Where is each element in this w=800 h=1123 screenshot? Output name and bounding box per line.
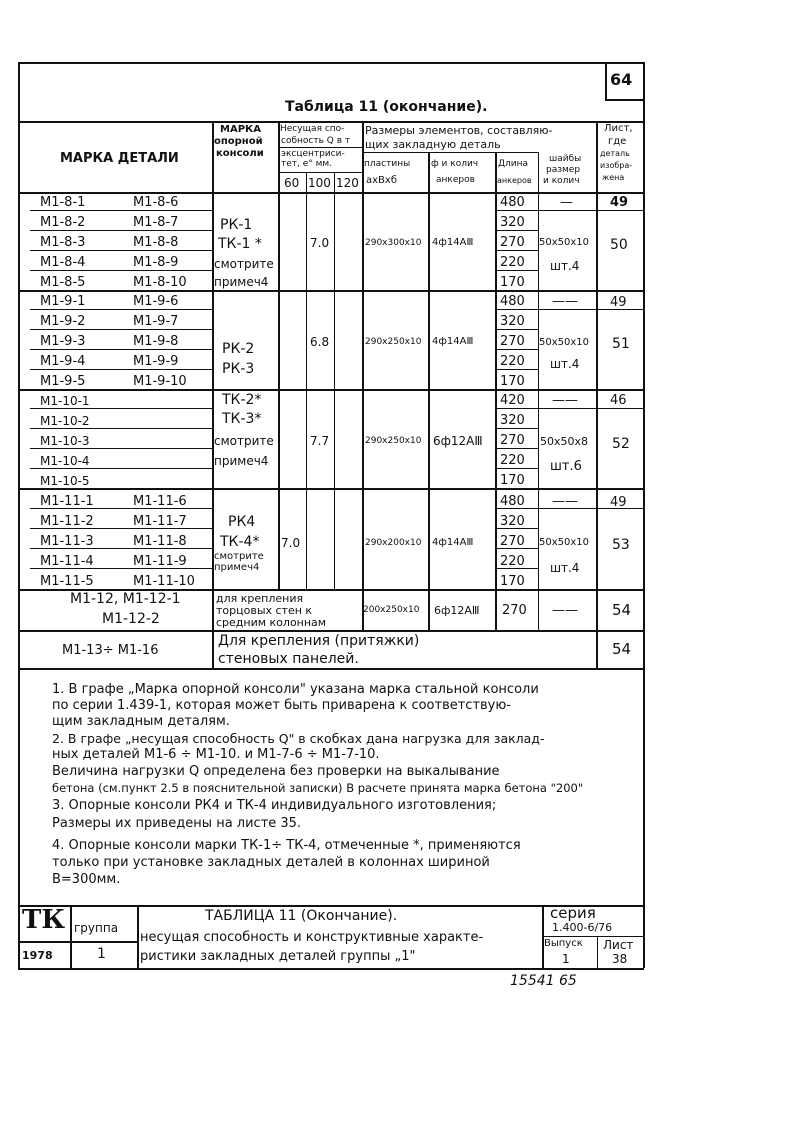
header-length-2: анкеров — [497, 176, 532, 185]
header-console-1: МАРКА — [220, 124, 261, 135]
washer-count: шт.4 — [550, 561, 580, 575]
anchor-length: 270 — [500, 534, 525, 549]
mark-right: М1-8-10 — [133, 275, 187, 290]
console: ТК-2* — [222, 392, 262, 408]
anchor-length: 220 — [500, 554, 525, 569]
note-3-line-2: Размеры их приведены на листе 35. — [52, 816, 302, 831]
plate-size: 290х250х10 — [365, 337, 422, 347]
plate-size: 200х250х10 — [363, 605, 420, 615]
anchor-length: 270 — [502, 603, 527, 618]
note-1-line-3: щим закладным деталям. — [52, 714, 230, 729]
sheet-ref: 50 — [610, 237, 628, 253]
washer-size: 50х50х10 — [539, 237, 590, 248]
note-2-line-3: Величина нагрузки Q определена без проверки на выкалывание — [52, 764, 500, 779]
header-sheet-4: изобра- — [600, 161, 633, 170]
mark: М1-12, М1-12-1 — [70, 591, 181, 607]
washer-size: 50х50х8 — [540, 435, 589, 448]
anchor-length: 170 — [500, 275, 525, 290]
console-note: смотрите — [214, 551, 264, 562]
console-note: смотрите — [214, 257, 274, 271]
header-plate-1: пластины — [364, 159, 411, 169]
console: РК-3 — [222, 361, 255, 377]
header-sizes-1: Размеры элементов, составляю- — [365, 124, 553, 137]
note-4-line-3: В=300мм. — [52, 872, 121, 887]
mark-left: М1-8-3 — [40, 235, 86, 250]
anchor-length: 170 — [500, 574, 525, 589]
anchor-length: 220 — [500, 354, 525, 369]
washer-dash: —— — [552, 393, 578, 408]
tk-mark: ТК — [22, 905, 65, 935]
console: РК-1 — [220, 217, 253, 233]
plate-size: 290х200х10 — [365, 538, 422, 548]
sheet-label: Лист — [603, 938, 634, 952]
series-label: серия — [550, 904, 596, 922]
anchors: 4ф14AⅢ — [432, 537, 474, 548]
anchor-length: 480 — [500, 494, 525, 509]
header-capacity-2: собность Q в т — [281, 136, 351, 146]
mark-left: М1-8-4 — [40, 255, 86, 270]
mark-right: М1-8-8 — [133, 235, 179, 250]
mark-left: М1-9-2 — [40, 314, 86, 329]
washer-dash: —— — [552, 603, 578, 618]
plate-size: 290х250х10 — [365, 436, 422, 446]
note-4-line-2: только при установке закладных деталей в колоннах шириной — [52, 855, 490, 870]
washer-count: шт.4 — [550, 357, 580, 371]
sheet-ref: 54 — [612, 601, 632, 619]
mark-right: М1-8-7 — [133, 215, 179, 230]
stamp-desc-2: ристики закладных деталей группы „1" — [140, 949, 416, 964]
header-washers-2: размер — [546, 165, 581, 175]
issue-value: 1 — [562, 952, 570, 966]
washer-count: шт.6 — [550, 459, 582, 474]
anchors: 4ф14AⅢ — [432, 237, 474, 248]
row-text: Для крепления (притяжки) — [218, 633, 420, 649]
mark-left: М1-8-5 — [40, 275, 86, 290]
anchor-length: 480 — [500, 294, 525, 309]
header-sheet-2: где — [608, 136, 627, 147]
anchor-length: 170 — [500, 473, 525, 488]
anchor-length: 270 — [500, 235, 525, 250]
console: РК4 — [228, 514, 256, 530]
mark-right: М1-11-10 — [133, 574, 195, 589]
note-3-line-1: 3. Опорные консоли РК4 и ТК-4 индивидуального изготовления; — [52, 798, 497, 813]
group-value: 1 — [97, 946, 106, 962]
mark-left: М1-11-3 — [40, 534, 94, 549]
note-1-line-2: по серии 1.439-1, которая может быть приварена к соответствую- — [52, 698, 512, 713]
anchor-length: 270 — [500, 433, 525, 448]
mark-right: М1-11-8 — [133, 534, 187, 549]
plate-size: 290х300х10 — [365, 238, 422, 248]
mark-right: М1-11-6 — [133, 494, 187, 509]
mark-left: М1-10-4 — [40, 454, 90, 468]
anchor-length: 320 — [500, 314, 525, 329]
mark: М1-13÷ М1-16 — [62, 643, 159, 658]
anchor-length: 320 — [500, 514, 525, 529]
console: ТК-3* — [222, 411, 262, 427]
console-note: смотрите — [214, 434, 274, 448]
sheet-ref: 52 — [612, 436, 630, 452]
console-text: для крепления — [216, 592, 304, 605]
ecc-120: 120 — [336, 176, 359, 190]
header-length-1: Длина — [498, 159, 529, 169]
header-console-2: опорной — [214, 136, 263, 147]
mark-left: М1-8-1 — [40, 195, 86, 210]
mark-left: М1-8-2 — [40, 215, 86, 230]
footer-numbers: 15541 65 — [510, 973, 577, 989]
header-capacity-1: Несущая спо- — [280, 124, 345, 134]
anchor-length: 420 — [500, 393, 525, 408]
mark-right: М1-9-10 — [133, 374, 187, 389]
mark-right: М1-8-9 — [133, 255, 179, 270]
sheet-ref: 51 — [612, 336, 630, 352]
capacity: 6.8 — [310, 335, 330, 349]
sheet-value: 38 — [612, 952, 628, 966]
row-text: стеновых панелей. — [218, 651, 359, 667]
anchors: 4ф14AⅢ — [432, 336, 474, 347]
group-label: группа — [74, 921, 119, 935]
header-capacity-3: эксцентриси- — [281, 149, 345, 159]
header-washers-1: шайбы — [549, 154, 582, 164]
ecc-100: 100 — [308, 176, 331, 190]
mark-left: М1-10-1 — [40, 394, 90, 408]
page-number: 64 — [610, 70, 633, 89]
note-2-line-2: ных деталей М1-6 ÷ М1-10. и М1-7-6 ÷ М1-7-10. — [52, 747, 380, 762]
capacity: 7.7 — [310, 434, 330, 448]
stamp-title: ТАБЛИЦА 11 (Окончание). — [205, 908, 398, 924]
console: РК-2 — [222, 341, 255, 357]
anchor-length: 220 — [500, 255, 525, 270]
mark-left: М1-11-4 — [40, 554, 94, 569]
header-anchors-1: ф и колич — [431, 159, 479, 169]
mark-left: М1-9-3 — [40, 334, 86, 349]
sheet-ref: 54 — [612, 640, 632, 658]
anchor-length: 170 — [500, 374, 525, 389]
header-sheet-5: жена — [602, 173, 625, 182]
table-title: Таблица 11 (окончание). — [285, 99, 488, 115]
sheet-ref: 49 — [610, 195, 629, 210]
header-sheet-3: деталь — [600, 149, 630, 158]
anchor-length: 480 — [500, 195, 525, 210]
console-note: примеч4 — [214, 562, 260, 573]
mark-left: М1-11-5 — [40, 574, 94, 589]
washer-dash: —— — [552, 294, 578, 309]
header-sheet-1: Лист, — [604, 123, 633, 134]
mark-right: М1-11-7 — [133, 514, 187, 529]
header-anchors-2: анкеров — [436, 175, 475, 185]
header-console-3: консоли — [216, 148, 264, 159]
stamp-desc-1: несущая способность и конструктивные характе- — [140, 930, 484, 945]
header-plate-2: ахВхб — [366, 175, 397, 186]
header-mark: МАРКА ДЕТАЛИ — [60, 151, 179, 166]
mark-left: М1-10-2 — [40, 414, 90, 428]
anchor-length: 320 — [500, 413, 525, 428]
header-washers-3: и колич — [543, 176, 580, 186]
mark-right: М1-9-7 — [133, 314, 179, 329]
console: ТК-4* — [220, 534, 260, 550]
washer-count: шт.4 — [550, 259, 580, 273]
note-1-line-1: 1. В графе „Марка опорной консоли" указана марка стальной консоли — [52, 682, 539, 697]
anchor-length: 220 — [500, 453, 525, 468]
console: ТК-1 * — [218, 236, 262, 252]
mark-right: М1-11-9 — [133, 554, 187, 569]
mark-left: М1-11-2 — [40, 514, 94, 529]
issue-label: Выпуск — [544, 938, 583, 949]
mark-left: М1-11-1 — [40, 494, 94, 509]
mark-right: М1-9-9 — [133, 354, 179, 369]
anchor-length: 320 — [500, 215, 525, 230]
sheet-ref: 49 — [610, 495, 627, 510]
anchors: 6ф12AⅢ — [433, 434, 483, 448]
washer-size: 50х50х10 — [539, 537, 590, 548]
washer-size: 50х50х10 — [539, 337, 590, 348]
mark-right: М1-9-8 — [133, 334, 179, 349]
capacity: 7.0 — [281, 536, 301, 550]
mark-right: М1-8-6 — [133, 195, 179, 210]
console-text: торцовых стен к — [216, 604, 313, 617]
note-4-line-1: 4. Опорные консоли марки ТК-1÷ ТК-4, отмеченные *, применяются — [52, 838, 521, 853]
washer-dash: — — [560, 195, 573, 210]
console-note: примеч4 — [214, 275, 269, 289]
mark: М1-12-2 — [102, 611, 160, 627]
sheet-ref: 49 — [610, 295, 627, 310]
header-capacity-4: тет, е° мм. — [281, 159, 333, 169]
mark-left: М1-10-3 — [40, 434, 90, 448]
sheet-ref: 46 — [610, 393, 627, 408]
anchor-length: 270 — [500, 334, 525, 349]
sheet-ref: 53 — [612, 537, 630, 553]
series-value: 1.400-6/76 — [552, 921, 613, 934]
mark-left: М1-9-4 — [40, 354, 86, 369]
mark-right: М1-9-6 — [133, 294, 179, 309]
mark-left: М1-10-5 — [40, 474, 90, 488]
year: 1978 — [22, 949, 53, 962]
washer-dash: —— — [552, 494, 578, 509]
header-sizes-2: щих закладную деталь — [365, 138, 501, 151]
anchors: 6ф12AⅢ — [434, 604, 480, 617]
ecc-60: 60 — [284, 176, 300, 190]
mark-left: М1-9-1 — [40, 294, 86, 309]
console-note: примеч4 — [214, 454, 269, 468]
note-2-line-4: бетона (см.пункт 2.5 в пояснительной записки) В расчете принята марка бетона "200" — [52, 781, 584, 795]
capacity: 7.0 — [310, 236, 330, 250]
mark-left: М1-9-5 — [40, 374, 86, 389]
note-2-line-1: 2. В графе „несущая способность Q" в скобках дана нагрузка для заклад- — [52, 731, 545, 746]
console-text: средним колоннам — [216, 616, 327, 629]
